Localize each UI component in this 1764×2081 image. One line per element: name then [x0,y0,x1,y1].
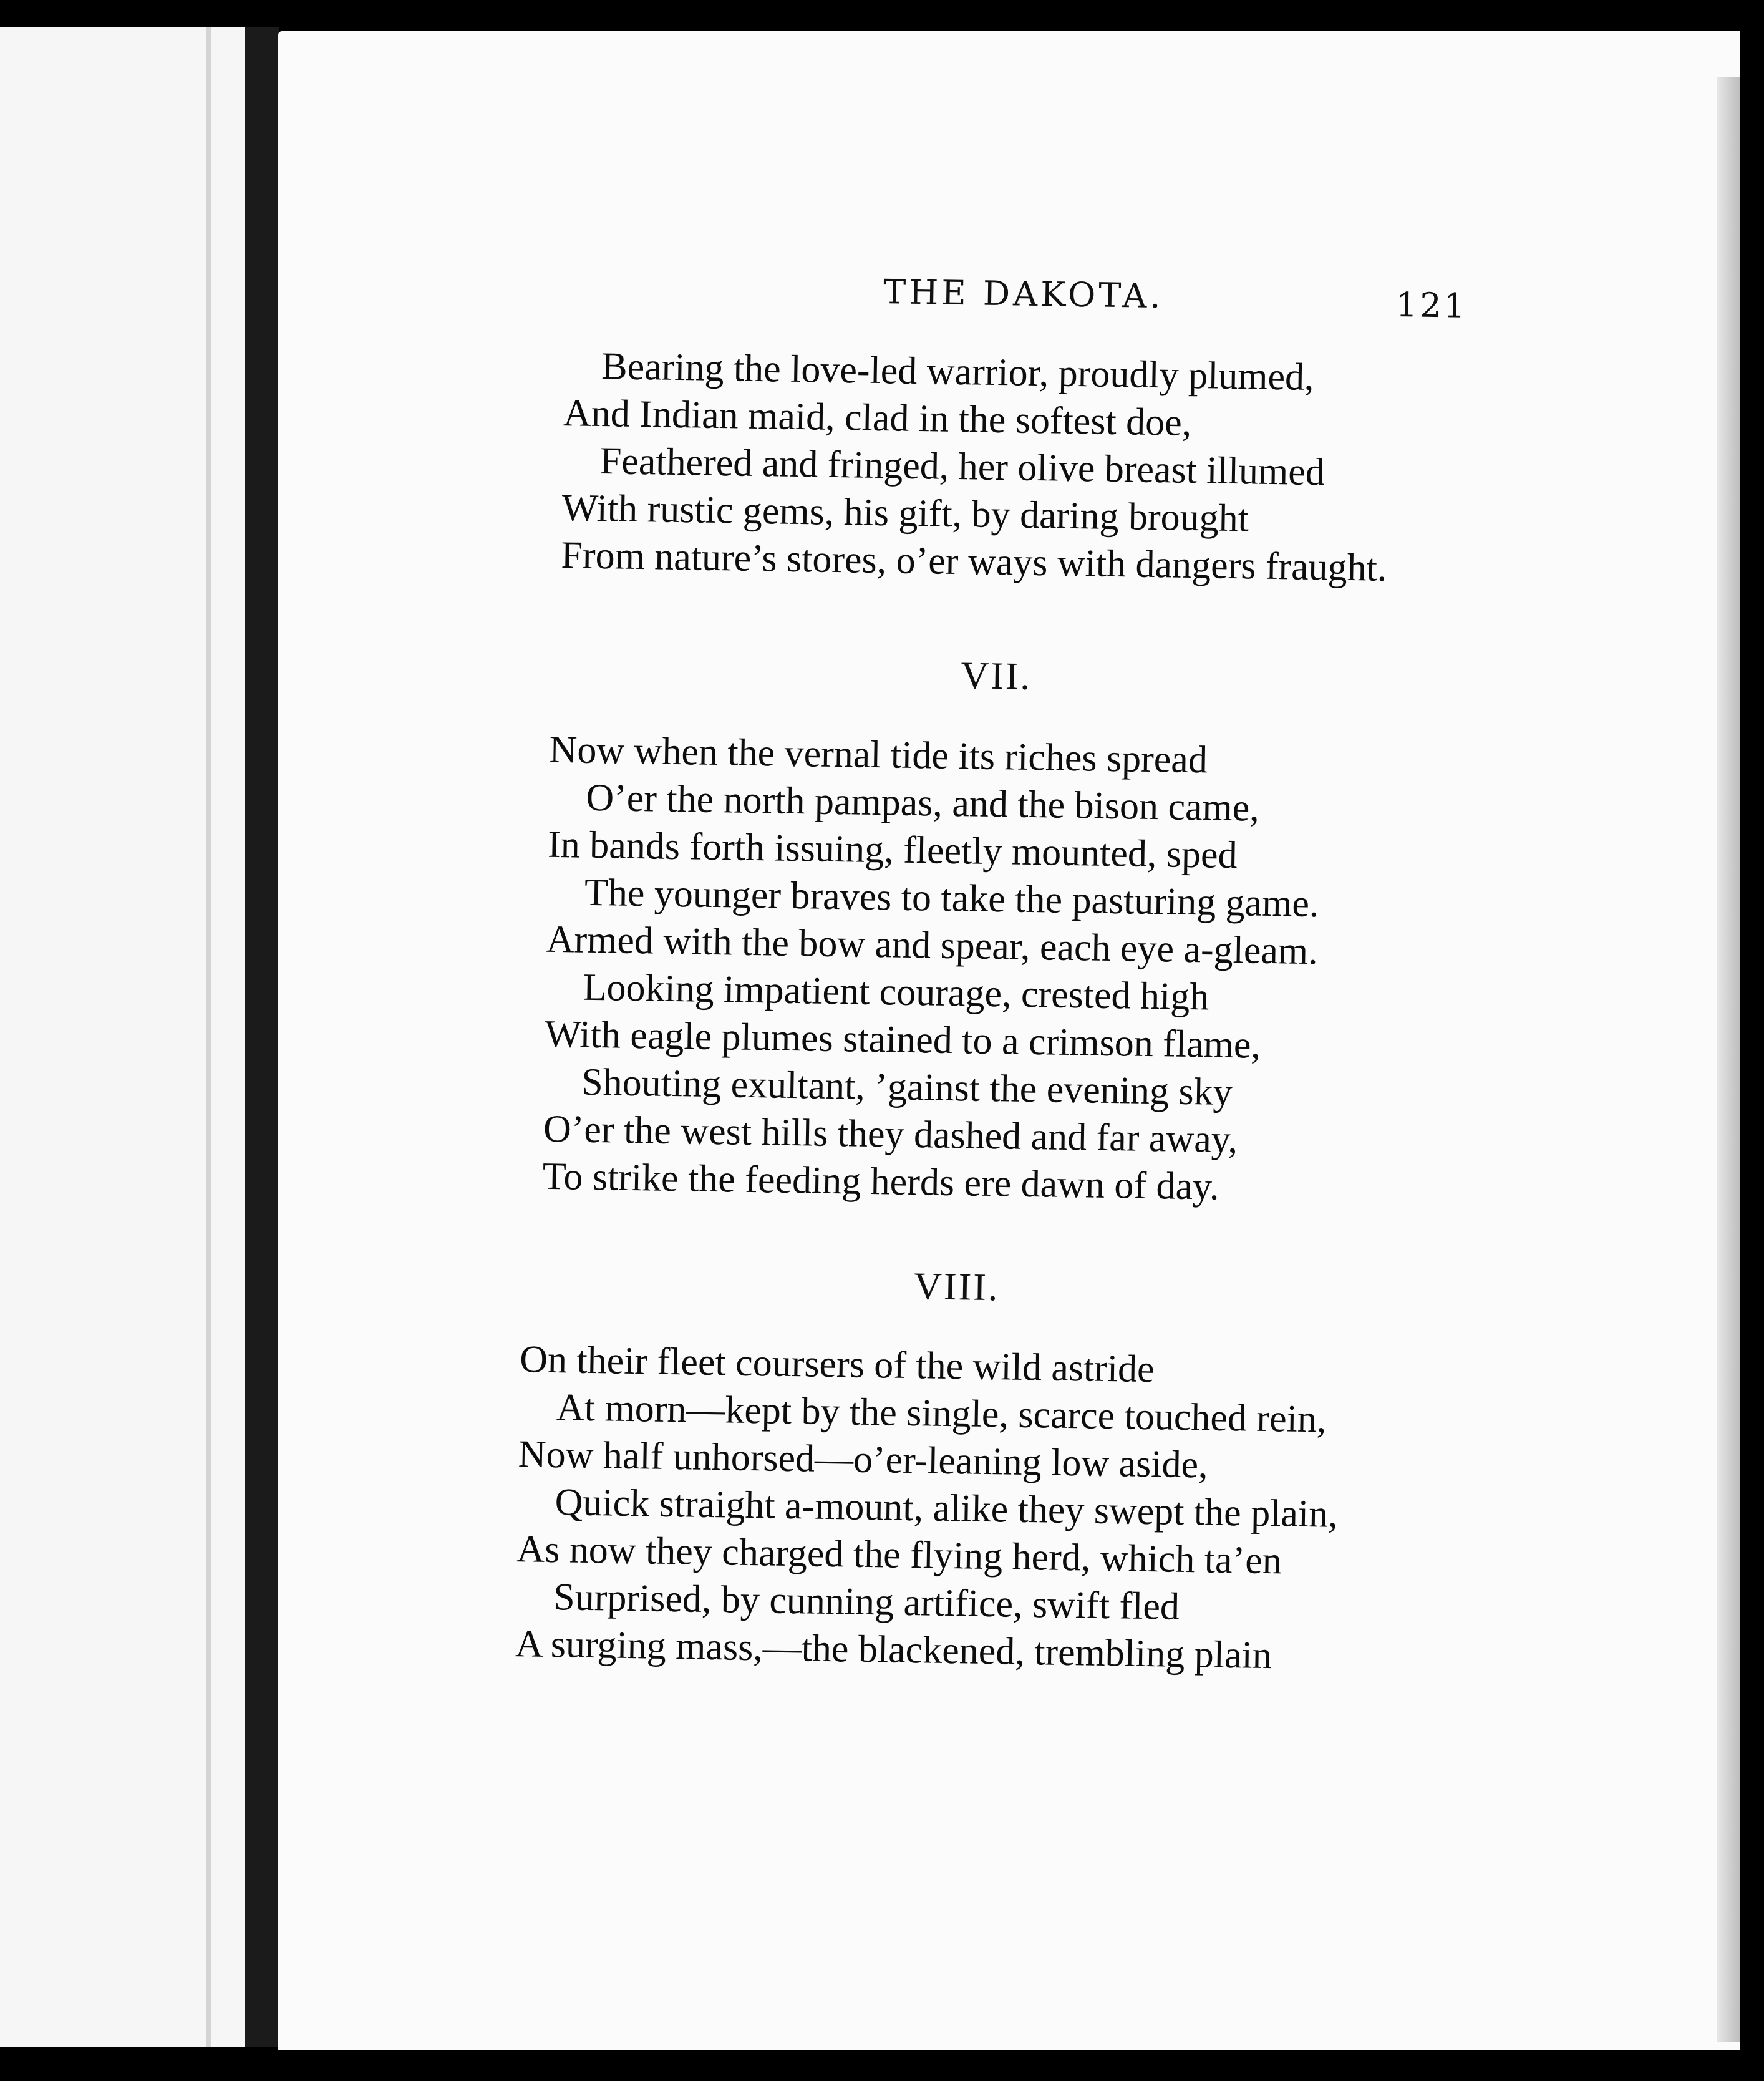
verse-line: From nature’s stores, o’er ways with dangers fraught. [560,534,1387,589]
stanza-heading-vii: VII. [961,654,1032,698]
running-head: THE DAKOTA. [883,272,1165,316]
verse-line: With eagle plumes stained to a crimson flame, [544,1012,1261,1067]
verse-line: In bands forth issuing, fleetly mounted, sped [547,823,1238,877]
verse-line: A surging mass,—the blackened, trembling plain [515,1623,1272,1677]
verse-line: Feathered and fringed, her olive breast illumed [599,440,1325,494]
verse-line: At morn—kept by the single, scarce touched rein, [556,1386,1327,1441]
verse-line: Quick straight a-mount, alike they swept the plain, [555,1481,1339,1536]
verse-line: And Indian maid, clad in the softest doe, [563,392,1192,444]
verse-line: O’er the north pampas, and the bison came, [585,776,1260,830]
verse-line: Now half unhorsed—o’er-leaning low aside, [518,1433,1209,1487]
verse-line: The younger braves to take the pasturing game. [584,871,1320,926]
verse-line: On their fleet coursers of the wild astride [519,1338,1155,1391]
verse-line: Looking impatient courage, crested high [583,966,1209,1019]
verse-line: Armed with the bow and spear, each eye a-gleam. [546,918,1319,973]
verse-line: O’er the west hills they dashed and far away, [543,1107,1238,1162]
verse-line: Now when the vernal tide its riches spread [549,728,1208,782]
stanza-viii [515,1336,1340,1681]
verse-line: Surprised, by cunning artifice, swift fled [553,1576,1180,1628]
verse-line: With rustic gems, his gift, by daring brought [561,487,1249,540]
verse-line: Bearing the love-led warrior, proudly plumed, [601,345,1315,399]
stanza-vii [542,726,1321,1212]
verse-line: Shouting exultant, ’gainst the evening sky [581,1060,1233,1114]
verse-line: To strike the feeding herds ere dawn of day. [542,1155,1220,1208]
stanza-continued [561,342,1390,592]
verse-line: As now they charged the flying herd, which ta’en [516,1528,1282,1583]
stanza-heading-viii: VIII. [913,1265,1000,1309]
page-number: 121 [1395,285,1468,326]
